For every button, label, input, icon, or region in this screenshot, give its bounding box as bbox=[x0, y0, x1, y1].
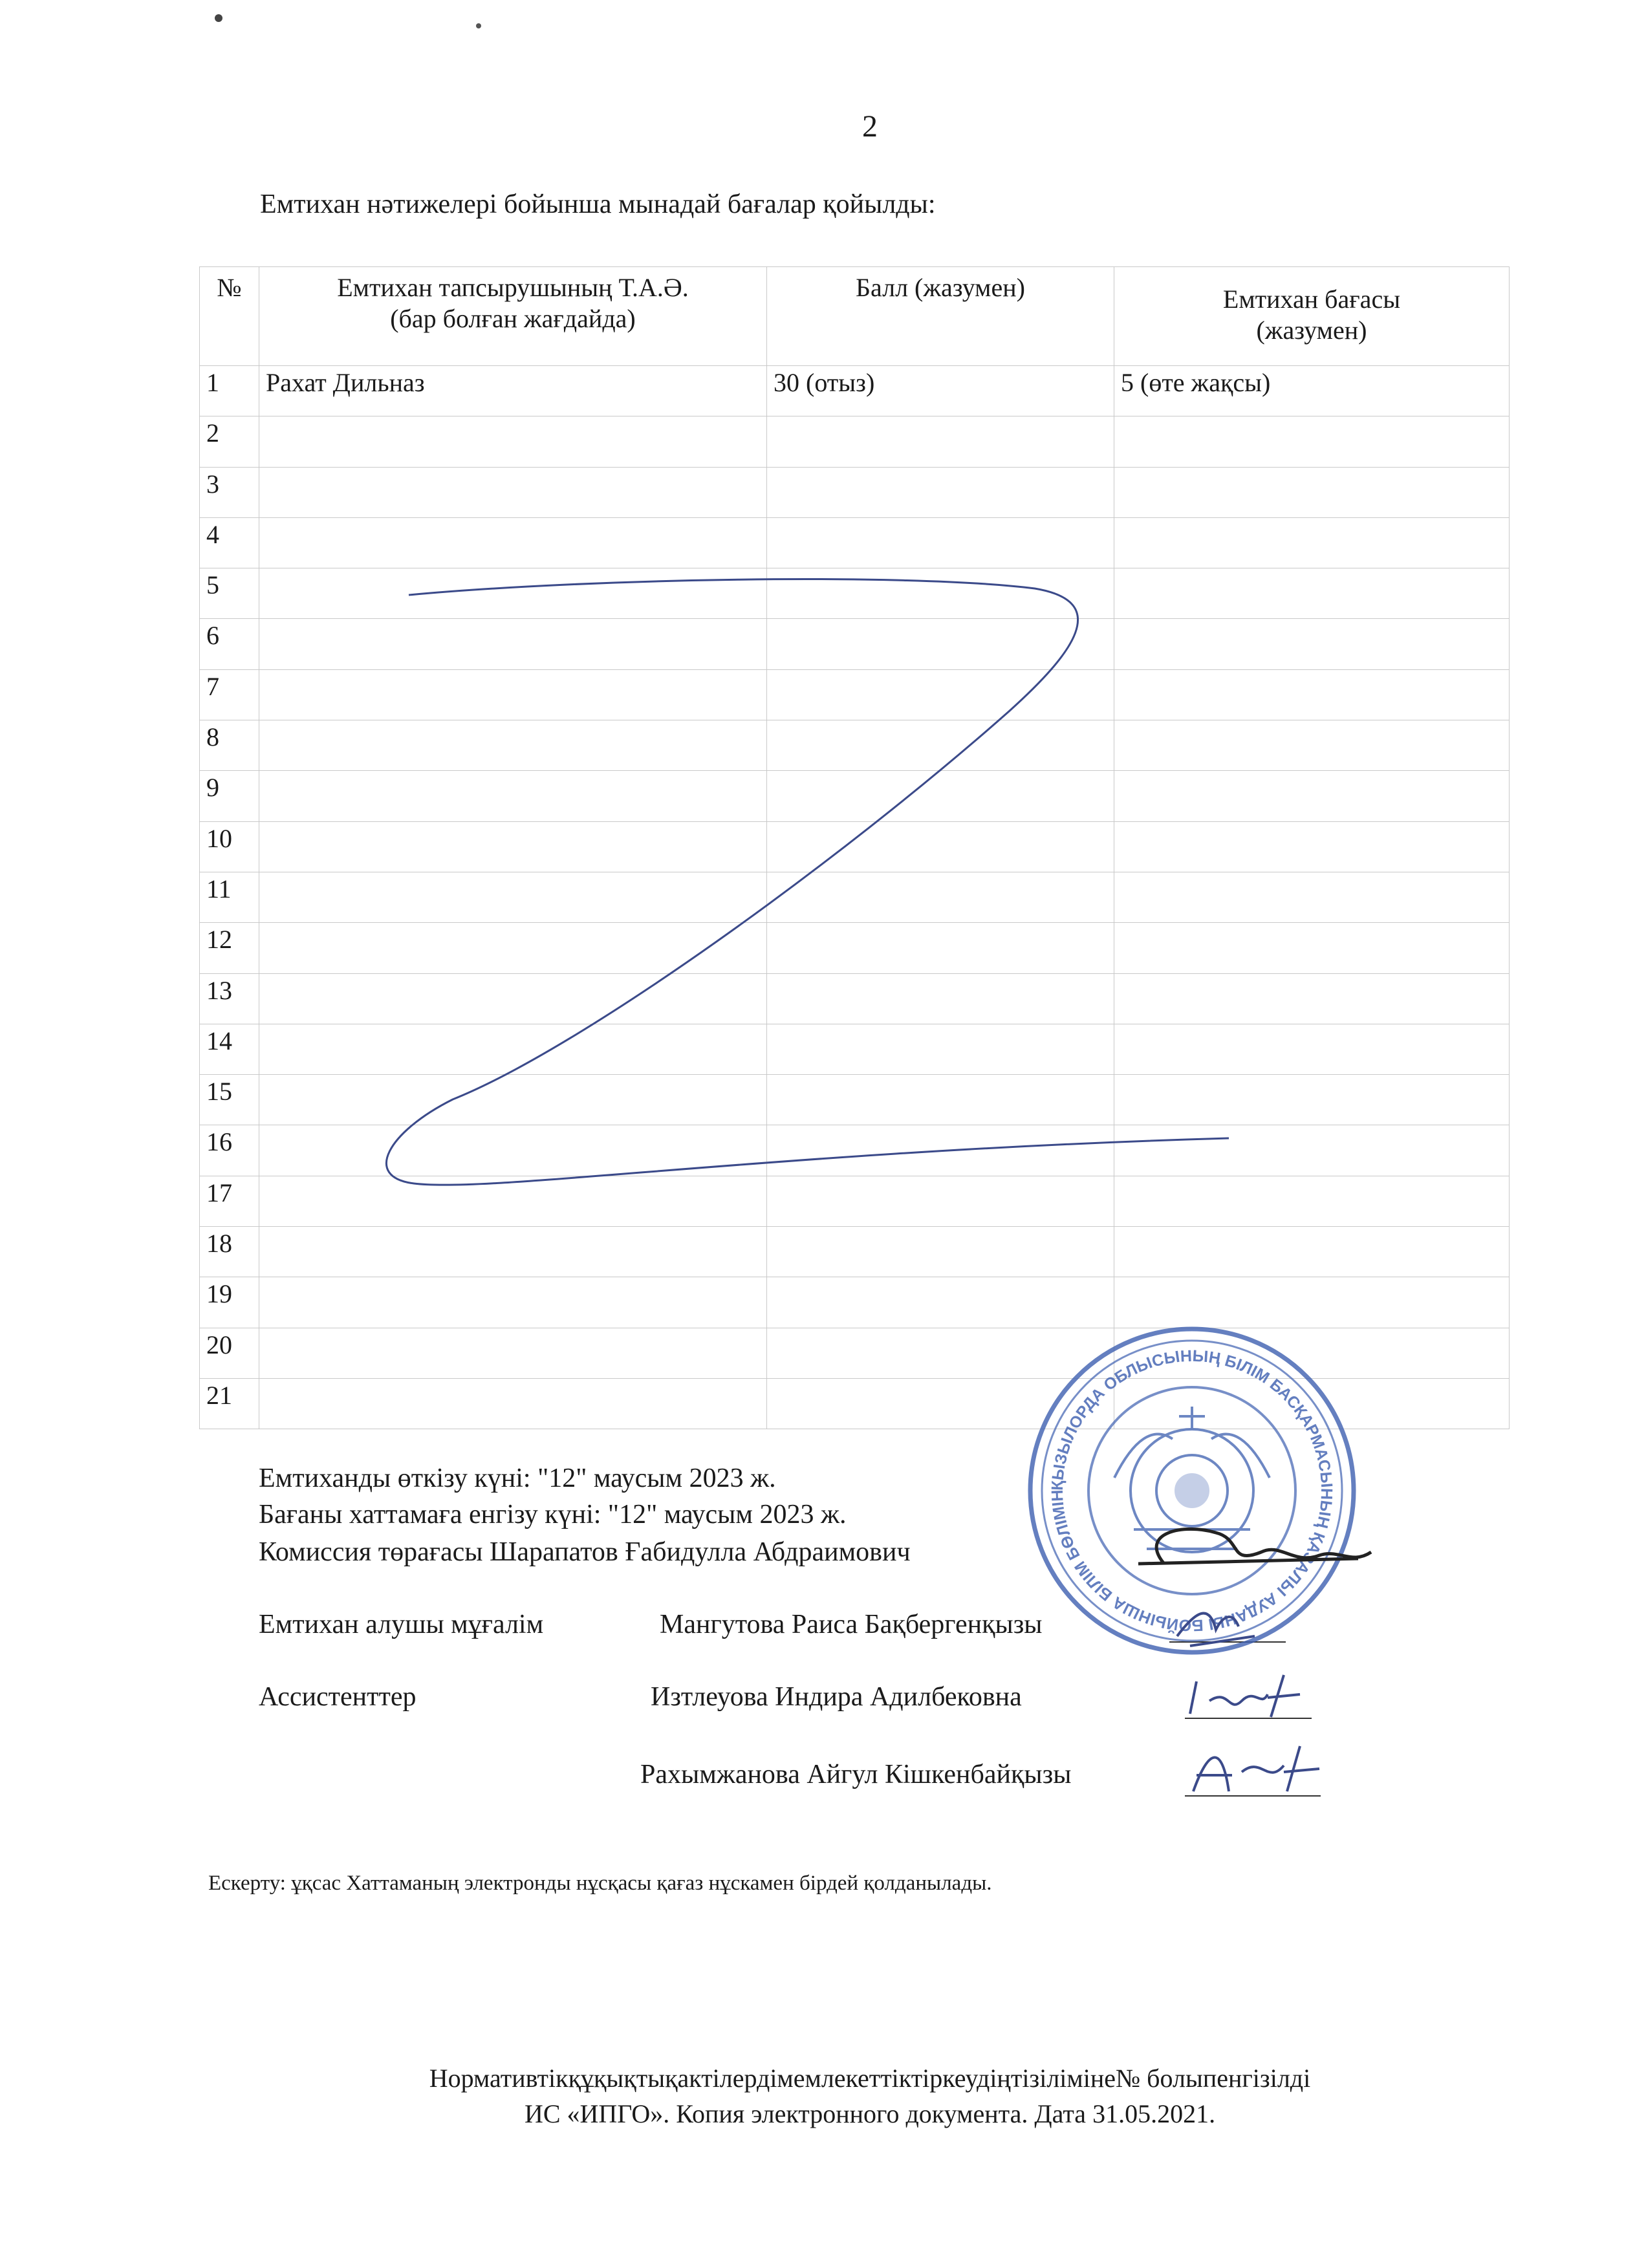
chair-signature bbox=[1138, 1529, 1371, 1564]
row-number: 6 bbox=[200, 619, 259, 669]
row-score bbox=[767, 1176, 1114, 1226]
row-score bbox=[767, 1024, 1114, 1074]
row-score bbox=[767, 1378, 1114, 1429]
row-number: 15 bbox=[200, 1075, 259, 1125]
row-number: 3 bbox=[200, 467, 259, 517]
scan-speck bbox=[476, 23, 481, 28]
row-score bbox=[767, 1227, 1114, 1277]
row-number: 8 bbox=[200, 720, 259, 771]
assistants-label: Ассистенттер bbox=[259, 1682, 417, 1712]
table-row bbox=[200, 1277, 1510, 1328]
table-row bbox=[200, 771, 1510, 821]
row-number: 19 bbox=[200, 1277, 259, 1328]
table-row bbox=[200, 1378, 1510, 1429]
row-number: 10 bbox=[200, 821, 259, 872]
row-name bbox=[259, 1176, 767, 1226]
row-name bbox=[259, 1328, 767, 1378]
row-grade bbox=[1114, 821, 1510, 872]
table-row bbox=[200, 1075, 1510, 1125]
row-number: 17 bbox=[200, 1176, 259, 1226]
assistant-2-name: Рахымжанова Айгул Кішкенбайқызы bbox=[640, 1760, 1072, 1789]
row-name bbox=[259, 1075, 767, 1125]
row-score bbox=[767, 720, 1114, 771]
bleed-through-text bbox=[621, 647, 627, 677]
table-row bbox=[200, 1328, 1510, 1378]
row-number: 14 bbox=[200, 1024, 259, 1074]
row-number: 7 bbox=[200, 669, 259, 720]
header-score: Балл (жазумен) bbox=[767, 267, 1114, 366]
row-score bbox=[767, 517, 1114, 568]
teacher-signature-line bbox=[1169, 1641, 1286, 1643]
row-score bbox=[767, 872, 1114, 922]
footer-line-2: ИС «ИПГО». Копия электронного документа. Дата 31.05.2021. bbox=[524, 2099, 1216, 2128]
row-number: 11 bbox=[200, 872, 259, 922]
results-table bbox=[199, 266, 1510, 1429]
row-score bbox=[767, 416, 1114, 467]
row-name bbox=[259, 1378, 767, 1429]
intro-text: Емтихан нәтижелері бойынша мынадай бағалар қойылды: bbox=[260, 189, 936, 219]
row-name bbox=[259, 1024, 767, 1074]
table-row bbox=[200, 1227, 1510, 1277]
header-name bbox=[259, 267, 767, 366]
row-grade bbox=[1114, 467, 1510, 517]
table-row bbox=[200, 1176, 1510, 1226]
row-name bbox=[259, 771, 767, 821]
header-name-line1: Емтихан тапсырушының Т.А.Ә. bbox=[337, 273, 689, 302]
stamp-ring-text: ҚЫЗЫЛОРДА ОБЛЫСЫНЫҢ БІЛІМ БАСҚАРМАСЫНЫҢ ҚАЗАЛЫ АУДАНЫ БОЙЫНША БІЛІМ БӨЛІМІНІҢ «НАГИМА АХМАДЕЕВА АТЫНДАҒЫ №11 ОРТА МЕКТЕБІ» КОММУНАЛДЫҚ МЕМЛЕКЕТТІК МЕКЕМЕСІ bbox=[1048, 1346, 1336, 1635]
row-grade: 5 (өте жақсы) bbox=[1114, 366, 1510, 416]
row-grade bbox=[1114, 1125, 1510, 1176]
table-row bbox=[200, 1024, 1510, 1074]
row-grade bbox=[1114, 1024, 1510, 1074]
header-num: № bbox=[200, 267, 259, 366]
row-score bbox=[767, 1328, 1114, 1378]
entry-date: Бағаны хаттамаға енгізу күні: "12" маусым 2023 ж. bbox=[259, 1500, 847, 1529]
table-row bbox=[200, 923, 1510, 973]
row-number: 2 bbox=[200, 416, 259, 467]
row-name bbox=[259, 973, 767, 1024]
note-text: Ескерту: ұқсас Хаттаманың электронды нұсқасы қағаз нұскамен бірдей қолданылады. bbox=[208, 1872, 992, 1895]
row-name bbox=[259, 467, 767, 517]
row-number: 16 bbox=[200, 1125, 259, 1176]
table-row bbox=[200, 1125, 1510, 1176]
table-row bbox=[200, 872, 1510, 922]
row-name: Рахат Дильназ bbox=[259, 366, 767, 416]
table-row bbox=[200, 416, 1510, 467]
row-score: 30 (отыз) bbox=[767, 366, 1114, 416]
row-name bbox=[259, 1277, 767, 1328]
header-grade bbox=[1114, 267, 1510, 366]
row-score bbox=[767, 1075, 1114, 1125]
teacher-name: Мангутова Раиса Бақбергенқызы bbox=[660, 1610, 1043, 1639]
row-grade bbox=[1114, 1277, 1510, 1328]
row-name bbox=[259, 1227, 767, 1277]
row-score bbox=[767, 467, 1114, 517]
row-score bbox=[767, 669, 1114, 720]
row-score bbox=[767, 1125, 1114, 1176]
assistant-1-name: Изтлеуова Индира Адилбековна bbox=[651, 1682, 1022, 1712]
row-number: 18 bbox=[200, 1227, 259, 1277]
table-row bbox=[200, 669, 1510, 720]
row-name bbox=[259, 568, 767, 619]
row-score bbox=[767, 973, 1114, 1024]
teacher-label: Емтихан алушы мұғалім bbox=[259, 1610, 544, 1639]
row-number: 1 bbox=[200, 366, 259, 416]
row-number: 13 bbox=[200, 973, 259, 1024]
row-name bbox=[259, 720, 767, 771]
row-number: 21 bbox=[200, 1378, 259, 1429]
row-score bbox=[767, 821, 1114, 872]
row-name bbox=[259, 872, 767, 922]
header-name-line2: (бар болған жағдайда) bbox=[390, 304, 636, 333]
assistant-1-signature bbox=[1190, 1675, 1300, 1717]
assistant-1-signature-line bbox=[1185, 1718, 1312, 1719]
row-grade bbox=[1114, 872, 1510, 922]
row-name bbox=[259, 517, 767, 568]
page-number: 2 bbox=[862, 109, 878, 144]
row-score bbox=[767, 619, 1114, 669]
table-row bbox=[200, 366, 1510, 416]
row-grade bbox=[1114, 771, 1510, 821]
row-score bbox=[767, 923, 1114, 973]
row-name bbox=[259, 821, 767, 872]
row-number: 12 bbox=[200, 923, 259, 973]
table-row bbox=[200, 467, 1510, 517]
row-grade bbox=[1114, 1075, 1510, 1125]
header-grade-line2: (жазумен) bbox=[1256, 316, 1367, 345]
table-row bbox=[200, 568, 1510, 619]
exam-date: Емтиханды өткізу күні: "12" маусым 2023 ж. bbox=[259, 1463, 776, 1493]
commission-chair: Комиссия төрағасы Шарапатов Ғабидулла Абдраимович bbox=[259, 1537, 911, 1567]
row-number: 9 bbox=[200, 771, 259, 821]
footer-line-1: Нормативтікқұқықтықактілердімемлекеттіктіркеудіңтізіліміне№ болыпенгізілді bbox=[429, 2064, 1311, 2093]
row-grade bbox=[1114, 669, 1510, 720]
table-header-row bbox=[200, 267, 1510, 366]
header-grade-line1: Емтихан бағасы bbox=[1222, 285, 1401, 314]
row-name bbox=[259, 619, 767, 669]
row-grade bbox=[1114, 1227, 1510, 1277]
row-grade bbox=[1114, 1378, 1510, 1429]
table-row bbox=[200, 821, 1510, 872]
table-row bbox=[200, 619, 1510, 669]
table-row bbox=[200, 517, 1510, 568]
row-score bbox=[767, 1277, 1114, 1328]
row-score bbox=[767, 568, 1114, 619]
row-name bbox=[259, 1125, 767, 1176]
row-name bbox=[259, 923, 767, 973]
row-grade bbox=[1114, 517, 1510, 568]
scan-speck bbox=[215, 14, 222, 22]
row-grade bbox=[1114, 619, 1510, 669]
row-grade bbox=[1114, 923, 1510, 973]
table-row bbox=[200, 720, 1510, 771]
table-row bbox=[200, 973, 1510, 1024]
row-grade bbox=[1114, 416, 1510, 467]
assistant-2-signature bbox=[1193, 1746, 1319, 1791]
row-grade bbox=[1114, 1328, 1510, 1378]
row-grade bbox=[1114, 720, 1510, 771]
row-number: 5 bbox=[200, 568, 259, 619]
row-number: 20 bbox=[200, 1328, 259, 1378]
row-score bbox=[767, 771, 1114, 821]
row-name bbox=[259, 416, 767, 467]
assistant-2-signature-line bbox=[1185, 1795, 1321, 1797]
row-grade bbox=[1114, 1176, 1510, 1226]
row-grade bbox=[1114, 568, 1510, 619]
row-number: 4 bbox=[200, 517, 259, 568]
row-name bbox=[259, 669, 767, 720]
row-grade bbox=[1114, 973, 1510, 1024]
